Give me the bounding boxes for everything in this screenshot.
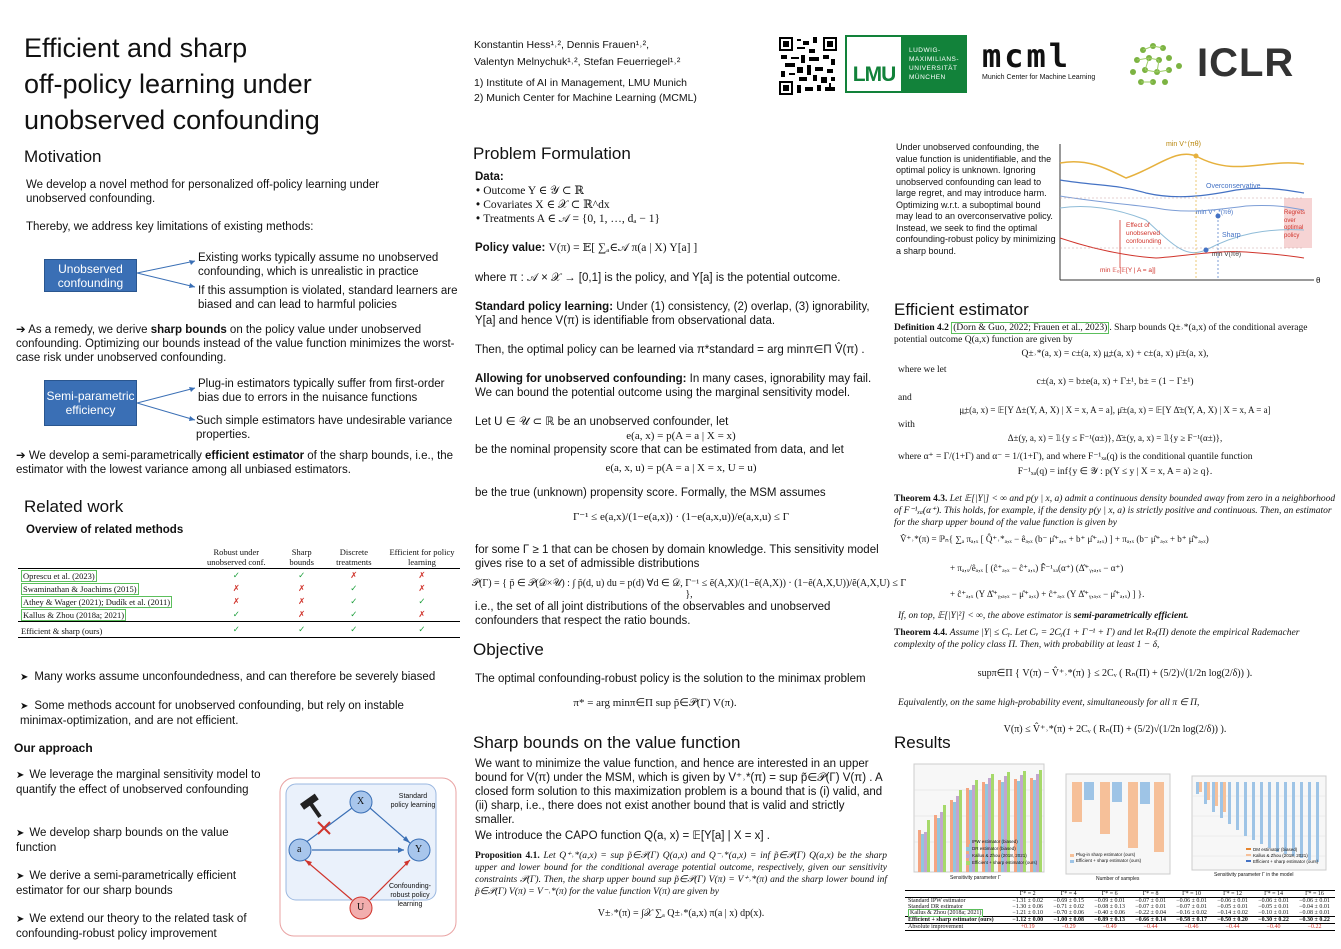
chart3-legend: DM estimator (biased) Kallus & Zhou (2018, 2021) Efficient + sharp estimator (ours) xyxy=(1253,847,1319,864)
dag-node-x: X xyxy=(357,796,365,807)
value-function-figure xyxy=(1046,138,1336,288)
ontop-text: If, on top, 𝔼[|Y|²] < ∞, the above estimator is semi-parametrically efficient. xyxy=(898,611,1189,621)
dag-node-y: Y xyxy=(415,844,423,855)
table-row: Standard IPW estimator −1.31 ± 0.02 −0.69 ± 0.15 −0.09 ± 0.01 −0.07 ± 0.01 −0.06 ± 0.01 −0.06 ± 0.01 −0.06 ± 0.01 −0.06 ± 0.01 xyxy=(908,898,1330,904)
and-text: and xyxy=(898,393,912,403)
unobserved-confounding-box: Unobserved confounding xyxy=(44,259,137,292)
table-row: Standard DR estimator −1.30 ± 0.06 −0.71 ± 0.02 −0.08 ± 0.13 −0.07 ± 0.01 −0.07 ± 0.01 −0.05 ± 0.01 −0.05 ± 0.01 −0.04 ± 0.01 xyxy=(908,904,1330,910)
eq-prop: V±˒*(π) = ∫𝒳 ∑ₐ Q±˒*(a,x) π(a | x) dp(x). xyxy=(597,908,765,919)
dag-node-a: a xyxy=(297,844,302,855)
policy-where: where π : 𝒜 × 𝒳 → [0,1] is the policy, and Y[a] is the potential outcome. xyxy=(475,272,841,284)
theorem-4-3: Theorem 4.3. Let 𝔼[|Y|] < ∞ and p(y | x, a) admit a continuous density bounded away from zero in a neighborhood of F⁻¹ₓₐ(α⁺). This holds, for example, if the density p(y | x, a) is strictly positive and continuous. Then, an estimator for the sharp upper bound of the value function is given by xyxy=(894,494,1336,528)
policy-value: Policy value: V(π) = 𝔼[ ∑ₐ∈𝒜 π(a | X) Y[a] ] xyxy=(475,242,698,254)
efficient-heading: Efficient estimator xyxy=(894,300,1029,319)
eq-equiv: V(π) ≤ V̂⁺˒*(π) + 2Cᵥ ( Rₙ(Π) + (5/2)√(1/2n log(2/δ)) ). xyxy=(1003,724,1227,735)
let-text: Let U ∈ 𝒰 ⊂ ℝ be an unobserved confounder, let xyxy=(475,416,729,428)
approach-item-2: ➤ We develop sharp bounds on the value function xyxy=(16,827,229,854)
allowing-confounding: Allowing for unobserved confounding: In many cases, ignorability may fail. We can bound the potential outcome using the marginal sensitivity model. xyxy=(475,373,872,399)
eq-def2: c±(a, x) = b±e(a, x) + Γ±¹, b± = (1 − Γ±¹) xyxy=(1036,377,1194,387)
box2-text2: Such simple estimators have undesirable variance properties. xyxy=(196,415,453,441)
eq-thm2-bound: supπ∈Π { V(π) − V̂⁺˒*(π) } ≤ 2Cᵥ ( Rₙ(Π) + (5/2)√(1/2n log(2/δ)) ). xyxy=(977,668,1253,679)
table-row: Swaminathan & Joachims (2015) ✗ ✗ ✓ ✗ xyxy=(23,583,426,594)
arrows-2 xyxy=(137,380,199,426)
problem-heading: Problem Formulation xyxy=(473,144,631,163)
eq-nominal: e(a, x) = p(A = a | X = x) xyxy=(626,430,736,442)
table-row-ours: Efficient + sharp estimator (ours) −1.12 ± 0.00 −1.00 ± 0.08 −0.89 ± 0.13 −0.66 ± 0.14 −0.58 ± 0.17 −0.50 ± 0.20 −0.30 ± 0.22 −0.30 ± 0.22 xyxy=(908,917,1330,923)
related-bullet-1: ➤ Many works assume unconfoundedness, and can therefore be severely biased xyxy=(20,670,460,685)
results-chart-2 xyxy=(1056,772,1174,884)
chart3-xlabel: Sensitivity parameter Γ in the model xyxy=(1214,872,1294,878)
eq-def3: μ̲±(a, x) = 𝔼[Y Δ±(Y, A, X) | X = x, A = a], μ̄±(a, x) = 𝔼[Y Δ̄±(Y, A, X) | X = x, A = a] xyxy=(959,405,1271,415)
chart1-xlabel: Sensitivity parameter Γ xyxy=(950,875,1001,881)
semi-parametric-efficiency-box: Semi-parametric efficiency xyxy=(44,380,137,426)
box1-text2: If this assumption is violated, standard learners are biased and can lead to harmful policies xyxy=(198,285,458,311)
dag-node-u: U xyxy=(357,902,365,913)
table-row-abs: Absolute improvement +0.19 −0.29 −0.49 −0.44 −0.46 −0.44 −0.40 −0.22 xyxy=(905,924,1335,931)
results-chart-1 xyxy=(900,760,1048,885)
fig-label-overcons: Overconservative xyxy=(1206,183,1261,190)
with-text: with xyxy=(898,420,915,430)
objective-text: The optimal confounding-robust policy is the solution to the minimax problem xyxy=(475,673,866,685)
efficient-text: ➔ We develop a semi-parametrically efficient estimator of the sharp bounds, i.e., the estimator with the lowest variance among all unbiased estimators. xyxy=(16,450,454,476)
poster-title: Efficient and sharp off-policy learning under unobserved confounding xyxy=(24,33,320,135)
table-row: Oprescu et al. (2023) ✓ ✓ ✗ ✗ xyxy=(23,570,426,581)
box2-text1: Plug-in estimators typically suffer from first-order bias due to errors in the nuisance functions xyxy=(198,378,445,404)
mcml-logo: mcml Munich Center for Machine Learning xyxy=(982,37,1096,81)
motivation-p1: We develop a novel method for personalized off-policy learning under unobserved confounding. xyxy=(26,179,380,205)
qr-code-icon[interactable] xyxy=(779,37,837,95)
fig-label-bottom: min 𝔼ₒ[𝔼[Y | A = a]] xyxy=(1100,267,1156,274)
standard-learning: Standard policy learning: Under (1) consistency, (2) overlap, (3) ignorability, Y[a] and hence V(π) is identifiable from observational data. xyxy=(475,301,870,327)
definition-4-2: Definition 4.2 (Dorn & Guo, 2022; Frauen et al., 2023) . Sharp bounds Q±˒*(a,x) of the conditional average potential outcome Q(a,x) function are given by xyxy=(894,323,1308,345)
eq-def1: Q±˒*(a, x) = c±(a, x) μ̲±(a, x) + c±(a, x) μ̄±(a, x), xyxy=(1021,349,1209,359)
remedy-text: ➔ As a remedy, we derive sharp bounds on the policy value under unobserved confounding. Optimizing our bounds instead of the value function minimizes the worst-case risk under unobserved confounding. xyxy=(16,324,455,364)
data-label: Data: xyxy=(475,171,504,183)
fig-label-sharp: Sharp xyxy=(1222,232,1241,239)
theorem-4-4: Theorem 4.4. Assume |Y| ≤ Cᵧ. Let Cᵥ = 2Cᵧ(1 + Γ⁻¹ + Γ) and let Rₙ(Π) denote the empirical Rademacher complexity of the policy class Π. Then, with probability at least 1 − δ, xyxy=(894,628,1300,650)
eq-thm2: + πₐ,ₓ/êₐ,ₓ [ (ĉ⁺ₐ,ₓ − ĉ⁺ₐ,ₓ) F̂⁻¹ₓₐ(α⁺) (Δ̂⁺ᵧ,ₐ,ₓ − α⁺) xyxy=(950,563,1124,573)
brain-icon xyxy=(1123,40,1189,90)
related-subheading: Overview of related methods xyxy=(26,524,184,536)
fig-label-minvstar: min V⁺˒*(πθ) xyxy=(1196,209,1234,216)
fig-label-top: min V⁺(πθ) xyxy=(1166,141,1201,148)
related-table: Robust under unobserved conf. Sharp bounds Discrete treatments Efficient for policy learning Oprescu et al. (2023) ✓ ✓ ✗ ✗ Swaminathan & Joachims (2015) ✗ ✗ ✓ ✗ Athey & Wager (2021); Dudík et al. (2011) ✗ ✗ ✓ ✓ Kallus & Zhou (2018a; 2021) ✓ ✗ ✓ ✗ Efficient & sharp (ours) ✓ ✓ ✓ ✓ xyxy=(18,546,460,638)
results-table: Γ* = 2 Γ* = 4 Γ* = 6 Γ* = 8 Γ* = 10 Γ* = 12 Γ* = 14 Γ* = 16 Standard IPW estimator −1.31 ± 0.02 −0.69 ± 0.15 −0.09 ± 0.01 −0.07 ± 0.01 −0.06 ± 0.01 −0.06 ± 0.01 −0.06 ± 0.01 −0.06 ± 0.01 Standard DR estimator −1.30 ± 0.06 −0.71 ± 0.02 −0.08 ± 0.13 −0.07 ± 0.01 −0.07 ± 0.01 −0.05 ± 0.01 −0.05 ± 0.01 −0.04 ± 0.01 Kallus & Zhou (2018a; 2021) −1.21 ± 0.10 −0.70 ± 0.06 −0.40 ± 0.06 −0.22 ± 0.04 −0.16 ± 0.02 −0.14 ± 0.02 −0.10 ± 0.01 −0.08 ± 0.01 Efficient + sharp estimator (ours) −1.12 ± 0.00 −1.00 ± 0.08 −0.89 ± 0.13 −0.66 ± 0.14 −0.58 ± 0.17 −0.50 ± 0.20 −0.30 ± 0.22 −0.30 ± 0.22 Absolute improvement +0.19 −0.29 −0.49 −0.44 −0.46 −0.44 −0.40 −0.22 xyxy=(905,890,1335,931)
fig-label-theta: θ xyxy=(1316,276,1321,285)
equivalently-text: Equivalently, on the same high-probability event, simultaneously for all π ∈ Π, xyxy=(898,698,1200,708)
approach-item-1: ➤ We leverage the marginal sensitivity model to quantify the effect of unobserved confounding xyxy=(16,769,261,796)
results-chart-3 xyxy=(1180,772,1330,884)
table-row: Kallus & Zhou (2018a; 2021) ✓ ✗ ✓ ✗ xyxy=(18,608,460,622)
eq-def6: F⁻¹ₓₐ(q) = inf{y ∈ 𝒴 : p(Y ≤ y | X = x, A = a) ≥ q}. xyxy=(1017,467,1213,477)
table-row: Athey & Wager (2021); Dudík et al. (2011) ✗ ✗ ✓ ✓ xyxy=(23,596,426,607)
sharp-heading: Sharp bounds on the value function xyxy=(473,733,741,752)
fig-label-effect: Effect of unobserved confounding xyxy=(1126,222,1162,245)
capo-text: We introduce the CAPO function Q(a, x) = 𝔼[Y[a] | X = x] . xyxy=(475,830,770,842)
eq-def4: Δ±(y, a, x) = 𝟙{y ≤ F⁻¹(α±)}, Δ̄±(y, a, x) = 𝟙{y ≥ F⁻¹(α±)}, xyxy=(1007,433,1223,443)
ie-text: i.e., the set of all joint distributions of the observables and unobserved confounders that respect the ratio bounds. xyxy=(475,601,831,627)
dag-robust-label: Confounding-robust policy learning xyxy=(388,883,432,908)
eq-admissible: 𝒫(Γ) = { p̃ ∈ 𝒫(𝒟×𝒰) : ∫ p̃(d, u) du = p(d) ∀d ∈ 𝒟, Γ⁻¹ ≤ ẽ(A,X)/(1−ẽ(A,X)) · (1−ẽ(A,X,U))/ẽ(A,X,U) ≤ Γ }, xyxy=(471,578,907,600)
lmu-logo: LMU LUDWIG- MAXIMILIANS- UNIVERSITÄT MÜNCHEN xyxy=(845,35,967,93)
chart2-legend: Plug-in sharp estimator (ours) Efficient + sharp estimator (ours) xyxy=(1076,852,1142,863)
arrows-1 xyxy=(137,255,199,295)
motivation-p2: Thereby, we address key limitations of existing methods: xyxy=(26,221,314,233)
motivation-heading: Motivation xyxy=(24,147,102,166)
chart1-legend: IPW estimator (biased) DR estimator (biased) Kallus & Zhou (2018, 2021) Efficient + sharp estimator (ours) xyxy=(972,839,1038,865)
eq-minimax: π* = arg minπ∈Π sup p̃∈𝒫(Γ) V(π). xyxy=(573,697,737,709)
approach-item-4: ➤ We extend our theory to the related task of confounding-robust policy improvement xyxy=(16,913,247,940)
authors: Konstantin Hess¹˒², Dennis Frauen¹˒², Valentyn Melnychuk¹˒², Stefan Feuerriegel¹˒² xyxy=(474,39,681,68)
eq-def5: where α⁺ = Γ/(1+Γ) and α⁻ = 1/(1+Γ), and where F⁻¹ₓₐ(q) is the conditional quantile function xyxy=(898,452,1253,462)
affiliations: 1) Institute of AI in Management, LMU Munich 2) Munich Center for Machine Learning (MCML) xyxy=(474,77,697,104)
box1-text1: Existing works typically assume no unobserved confounding, which is unrealistic in practice xyxy=(198,252,439,278)
causal-dag-diagram xyxy=(272,770,460,944)
nominal-text: be the nominal propensity score that can be estimated from data, and let xyxy=(475,444,844,456)
sharp-text: We want to minimize the value function, and hence are interested in an upper bound for V(π) under the MSM, which is given by V⁺˒*(π) = sup p̃∈𝒫(Γ) V(π) . A closed form solution to this maximization problem is a bound that is (i) valid, and (ii) sharp, i.e., there does not exist another bound that is valid and strictly smaller. xyxy=(475,758,883,826)
eq-thm3: + ĉ⁺ₐ,ₓ (Y Δ̂⁺ᵧ,ₐ,ₓ − μ̂⁺ₐ,ₓ) + ĉ⁺ₐ,ₓ (Y Δ̂⁺ᵧ,ₐ,ₓ − μ̂⁺ₐ,ₓ) ] }. xyxy=(950,589,1145,599)
results-heading: Results xyxy=(894,733,951,752)
eq-true: e(a, x, u) = p(A = a | X = x, U = u) xyxy=(605,462,757,474)
some-text: for some Γ ≥ 1 that can be chosen by domain knowledge. This sensitivity model gives rise to a set of admissible distributions xyxy=(475,544,879,570)
approach-item-3: ➤ We derive a semi-parametrically efficient estimator for our sharp bounds xyxy=(16,870,237,897)
true-text: be the true (unknown) propensity score. Formally, the MSM assumes xyxy=(475,487,826,499)
data-list: • Outcome Y ∈ 𝒴 ⊂ ℝ • Covariates X ∈ 𝒳 ⊂ ℝ^dx • Treatments A ∈ 𝒜 = {0, 1, …, dₐ − 1} xyxy=(476,185,661,225)
fig-label-minv: min V(πθ) xyxy=(1212,251,1242,258)
eq-msm: Γ⁻¹ ≤ e(a,x)/(1−e(a,x)) · (1−e(a,x,u))/e(a,x,u) ≤ Γ xyxy=(572,511,790,523)
dag-standard-label: Standard policy learning xyxy=(390,793,436,809)
chart2-xlabel: Number of samples xyxy=(1096,876,1140,882)
optimal-policy: Then, the optimal policy can be learned via π*standard = arg minπ∈Π V̂(π) . xyxy=(475,344,865,356)
where-we-let: where we let xyxy=(898,365,947,375)
eq-thm1: V̂⁺˒*(π) = ℙₙ{ ∑ₐ πₐ,ₓ [ Q̂⁺˒*ₐ,ₓ − êₐ,ₓ (b⁻ μ̂⁺ₐ,ₓ + b⁺ μ̂⁺ₐ,ₓ) ] + πₐ,ₓ (b⁻ μ̂⁺ₐ,ₓ + b⁺ μ̂⁺ₐ,ₓ) xyxy=(900,534,1209,544)
table-row: Kallus & Zhou (2018a; 2021) −1.21 ± 0.10 −0.70 ± 0.06 −0.40 ± 0.06 −0.22 ± 0.04 −0.16 ± 0.02 −0.14 ± 0.02 −0.10 ± 0.01 −0.08 ± 0.01 xyxy=(905,910,1335,917)
related-bullet-2: ➤ Some methods account for unobserved confounding, but rely on instable minimax-optimization, and are not efficient. xyxy=(20,700,404,727)
related-heading: Related work xyxy=(24,497,124,516)
approach-heading: Our approach xyxy=(14,741,93,755)
figure-caption: Under unobserved confounding, the value function is unidentifiable, and the optimal policy is unknown. Ignoring unobserved confounding can lead to large regret, and may introduce harm. Optimizing w.r.t. a suboptimal bound may lead to an overconservative policy. Instead, we seek to find the optimal confounding-robust policy by minimizing a sharp bound. xyxy=(896,142,1056,256)
table-row-ours: Efficient & sharp (ours) ✓ ✓ ✓ ✓ xyxy=(18,622,460,638)
fig-label-regrets: Regrets over optimal policy xyxy=(1284,210,1306,239)
objective-heading: Objective xyxy=(473,640,544,659)
proposition-4-1: Proposition 4.1. Let Q⁺˒*(a,x) = sup p̃∈𝒫(Γ) Q(a,x) and Q⁻˒*(a,x) = inf p̃∈𝒫(Γ) Q(a,x) be the sharp upper and lower bound for the conditional average potential outcome, respectively, given our sensitivity constraints 𝒫(Γ). Then, the sharp upper bound sup p̃∈𝒫(Γ) V(π) = V⁺˒*(π) and the sharp lower bound inf p̃∈𝒫(Γ) V(π) = V⁻˒*(π) for the value function V(π) are given by xyxy=(475,851,887,897)
iclr-logo: ICLR xyxy=(1197,41,1295,85)
